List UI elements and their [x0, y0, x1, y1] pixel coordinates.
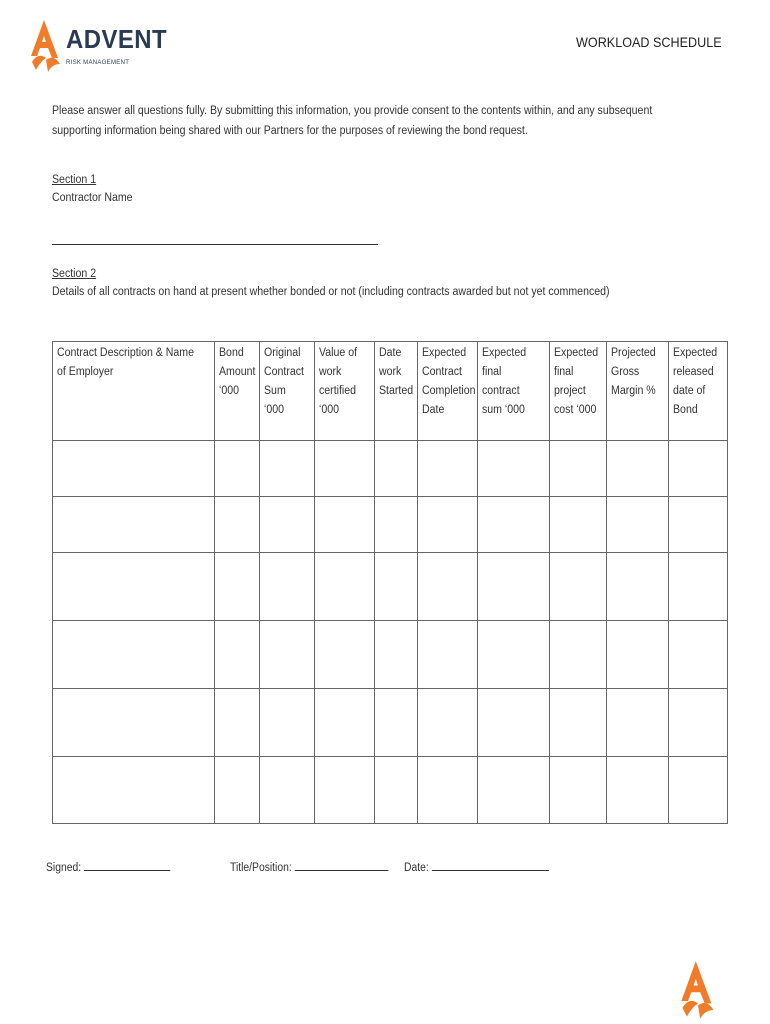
contractor-name-label: Contractor Name: [52, 192, 133, 204]
signed-label: Signed:: [46, 862, 82, 874]
contracts-table: [52, 341, 728, 824]
table-cell[interactable]: [260, 757, 315, 824]
document-title: WORKLOAD SCHEDULE: [576, 34, 722, 50]
title-position-line[interactable]: [295, 858, 389, 871]
table-cell[interactable]: [550, 553, 607, 621]
table-cell[interactable]: [53, 689, 215, 757]
table-cell[interactable]: [607, 621, 669, 689]
table-cell[interactable]: [375, 621, 418, 689]
table-header-row: [53, 342, 728, 441]
table-cell[interactable]: [669, 553, 728, 621]
footer-logo-icon: [678, 956, 718, 1024]
table-cell[interactable]: [215, 621, 260, 689]
table-cell[interactable]: [418, 621, 478, 689]
table-cell[interactable]: [669, 497, 728, 553]
col-header-final-cost: Expected final project cost ‘000: [550, 342, 607, 441]
table-cell[interactable]: [418, 757, 478, 824]
table-cell[interactable]: [215, 441, 260, 497]
table-cell[interactable]: [315, 621, 375, 689]
table-row: [53, 441, 728, 497]
table-row: [53, 621, 728, 689]
table-cell[interactable]: [375, 497, 418, 553]
table-cell[interactable]: [260, 441, 315, 497]
table-cell[interactable]: [260, 621, 315, 689]
table-cell[interactable]: [550, 441, 607, 497]
table-cell[interactable]: [215, 553, 260, 621]
table-cell[interactable]: [550, 621, 607, 689]
date-field[interactable]: [404, 858, 549, 874]
col-header-bond-release: Expected released date of Bond: [669, 342, 728, 441]
table-cell[interactable]: [418, 553, 478, 621]
table-cell[interactable]: [315, 689, 375, 757]
table-cell[interactable]: [215, 757, 260, 824]
table-cell[interactable]: [669, 757, 728, 824]
company-logo: [28, 18, 168, 74]
table-row: [53, 757, 728, 824]
table-row: [53, 553, 728, 621]
col-header-bond-amount: Bond Amount ‘000: [215, 342, 260, 441]
table-cell[interactable]: [607, 553, 669, 621]
signed-field[interactable]: [46, 858, 170, 874]
table-cell[interactable]: [260, 553, 315, 621]
table-cell[interactable]: [669, 621, 728, 689]
table-cell[interactable]: [478, 441, 550, 497]
col-header-description: Contract Description & Name of Employer: [53, 342, 215, 441]
table-cell[interactable]: [260, 497, 315, 553]
table-cell[interactable]: [375, 689, 418, 757]
section-2-heading: Section 2: [52, 268, 97, 280]
table-cell[interactable]: [53, 621, 215, 689]
table-cell[interactable]: [418, 497, 478, 553]
table-cell[interactable]: [607, 497, 669, 553]
table-cell[interactable]: [478, 757, 550, 824]
table-cell[interactable]: [607, 757, 669, 824]
table-row: [53, 497, 728, 553]
col-header-date-started: Date work Started: [375, 342, 418, 441]
signed-line[interactable]: [84, 858, 170, 871]
table-cell[interactable]: [53, 757, 215, 824]
table-cell[interactable]: [215, 497, 260, 553]
title-position-label: Title/Position:: [230, 862, 292, 874]
title-position-field[interactable]: [230, 858, 388, 874]
table-cell[interactable]: [550, 497, 607, 553]
intro-paragraph: Please answer all questions fully. By submitting this information, you provide consent to the contents within, and any subsequent supporting information being shared with our Partners for the purposes of reviewing the bond request.: [52, 105, 653, 137]
col-header-final-sum: Expected final contract sum ‘000: [478, 342, 550, 441]
table-cell[interactable]: [375, 757, 418, 824]
table-cell[interactable]: [53, 497, 215, 553]
table-cell[interactable]: [669, 689, 728, 757]
table-cell[interactable]: [478, 553, 550, 621]
col-header-original-sum: Original Contract Sum ‘000: [260, 342, 315, 441]
table-cell[interactable]: [375, 441, 418, 497]
table-cell[interactable]: [260, 689, 315, 757]
table-cell[interactable]: [375, 553, 418, 621]
table-cell[interactable]: [315, 757, 375, 824]
table-cell[interactable]: [315, 441, 375, 497]
table-cell[interactable]: [418, 689, 478, 757]
table-cell[interactable]: [315, 497, 375, 553]
table-cell[interactable]: [418, 441, 478, 497]
col-header-gross-margin: Projected Gross Margin %: [607, 342, 669, 441]
table-cell[interactable]: [315, 553, 375, 621]
advent-logo-icon: [28, 18, 64, 74]
table-row: [53, 689, 728, 757]
logo-wordmark: ADVENT: [66, 24, 168, 54]
col-header-value-certified: Value of work certified ‘000: [315, 342, 375, 441]
table-cell[interactable]: [53, 553, 215, 621]
table-cell[interactable]: [550, 689, 607, 757]
table-cell[interactable]: [607, 441, 669, 497]
table-cell[interactable]: [53, 441, 215, 497]
date-label: Date:: [404, 862, 429, 874]
section-2-description: Details of all contracts on hand at present whether bonded or not (including contracts awarded but not yet commenced): [52, 286, 610, 298]
table-cell[interactable]: [607, 689, 669, 757]
table-cell[interactable]: [669, 441, 728, 497]
section-1-heading: Section 1: [52, 174, 97, 186]
contractor-name-field[interactable]: [52, 244, 378, 245]
table-cell[interactable]: [478, 621, 550, 689]
logo-tagline: RISK MANAGEMENT: [66, 60, 130, 66]
date-line[interactable]: [432, 858, 549, 871]
table-cell[interactable]: [550, 757, 607, 824]
table-cell[interactable]: [478, 689, 550, 757]
table-cell[interactable]: [215, 689, 260, 757]
col-header-completion-date: Expected Contract Completion Date: [418, 342, 478, 441]
table-cell[interactable]: [478, 497, 550, 553]
